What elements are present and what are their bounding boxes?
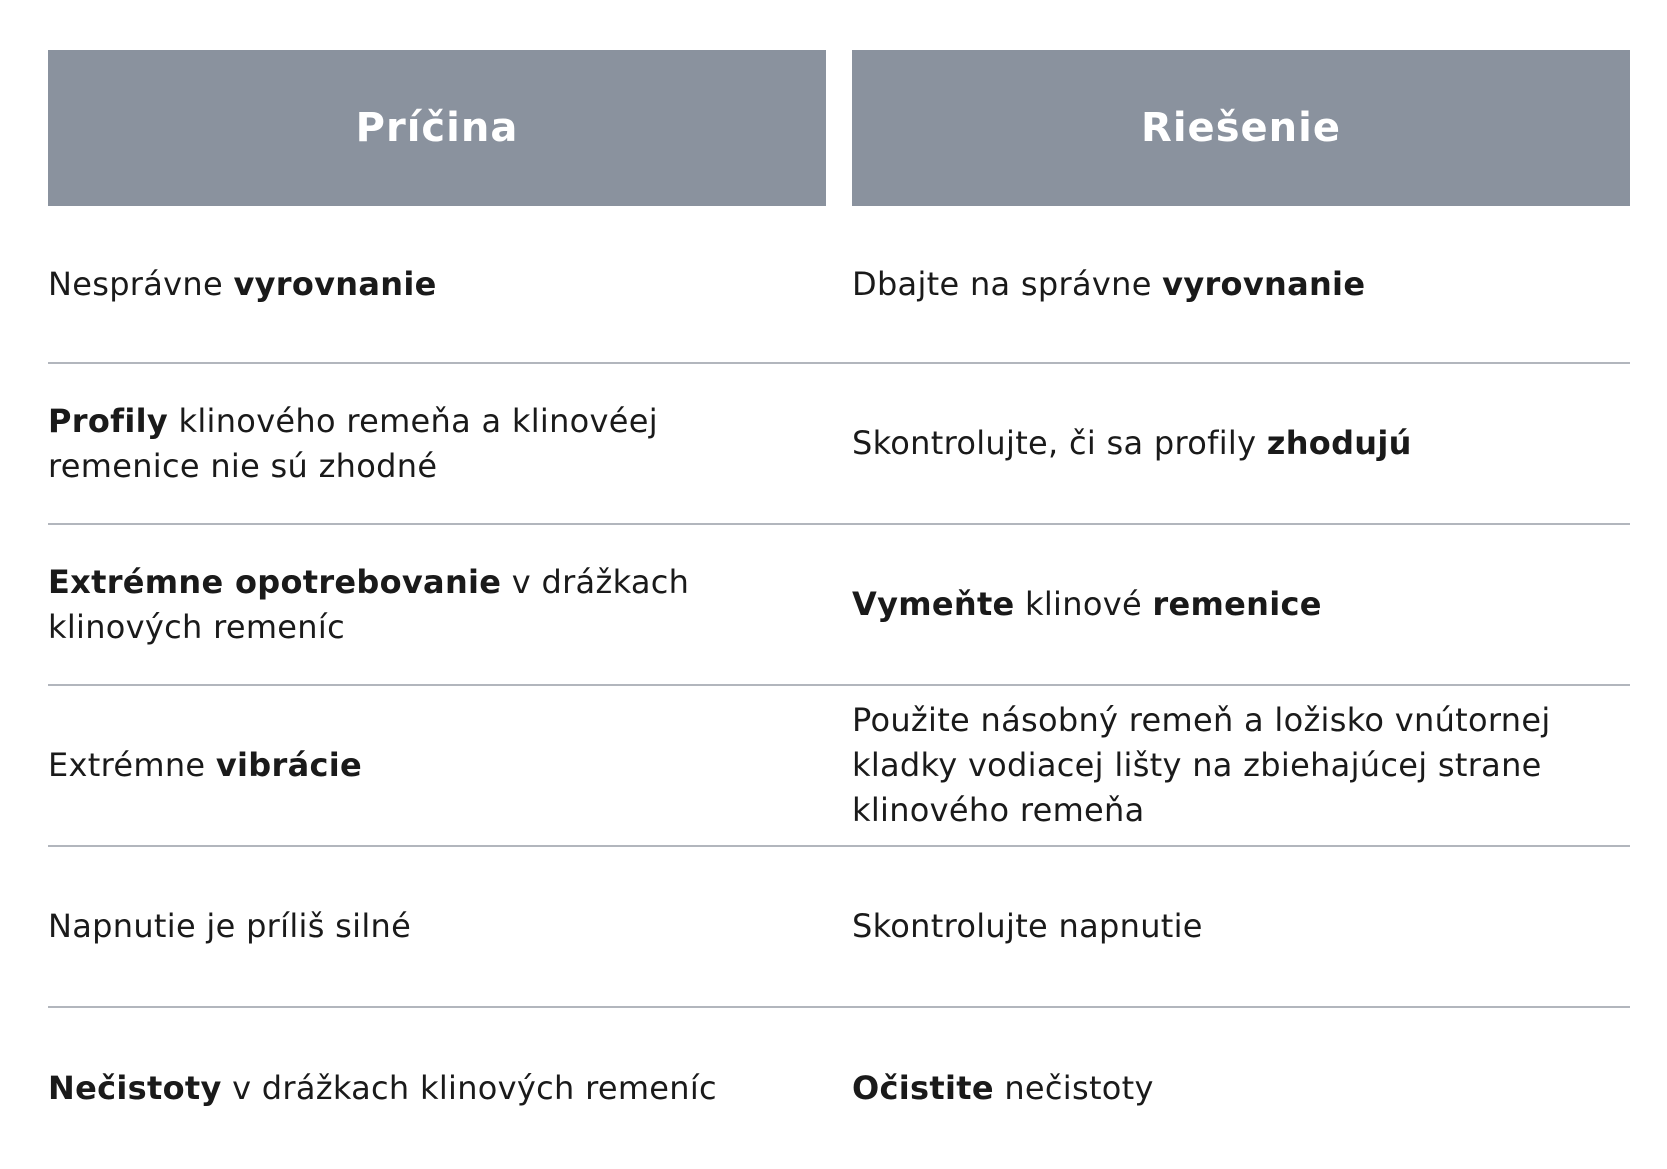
solution-cell	[852, 686, 1630, 845]
solution-text-segment: Očistite	[852, 1069, 994, 1107]
cause-text-segment: Napnutie je príliš silné	[48, 907, 412, 945]
solution-text-segment: Dbajte na správne	[852, 264, 1163, 303]
cause-text-segment: Nečistoty	[48, 1069, 222, 1107]
cause-cell	[48, 525, 826, 684]
cause-text-segment: vibrácie	[215, 746, 363, 784]
solution-cell	[852, 364, 1630, 523]
table-row	[48, 686, 1630, 847]
solution-text-segment: nečistoty	[993, 1069, 1154, 1107]
solution-text-segment: Skontrolujte, či sa profily	[852, 424, 1267, 462]
cause-cell	[48, 847, 826, 1006]
solution-text-segment: remenice	[1152, 585, 1322, 623]
cause-cell	[48, 1008, 826, 1169]
solution-text-segment: vyrovnanie	[1162, 264, 1366, 303]
cause-cell	[48, 686, 826, 845]
cause-text-segment: Extrémne	[48, 746, 216, 784]
cause-text-segment: Nesprávne	[48, 264, 234, 303]
solution-cell	[852, 206, 1630, 362]
cause-cell	[48, 206, 826, 362]
header-cause: Príčina	[48, 50, 826, 206]
solution-cell	[852, 525, 1630, 684]
table-row	[48, 364, 1630, 525]
solution-text-segment: Vymeňte	[852, 585, 1015, 623]
cause-solution-table	[48, 50, 1630, 1169]
solution-text-segment: Skontrolujte napnutie	[852, 907, 1203, 945]
solution-text-segment: klinové	[1014, 585, 1153, 623]
cause-cell	[48, 364, 826, 523]
cause-text-segment: v drážkach klinových remeníc	[48, 562, 690, 646]
table-row	[48, 525, 1630, 686]
cause-text-segment: v drážkach klinových remeníc	[221, 1069, 717, 1107]
table-header	[48, 50, 1630, 206]
cause-text-segment: Extrémne opotrebovanie	[48, 562, 502, 601]
table-row	[48, 847, 1630, 1008]
table-row	[48, 206, 1630, 364]
solution-text-segment: zhodujú	[1266, 424, 1412, 462]
solution-text-segment: Použite násobný remeň a ložisko vnútornej kladky vodiacej lišty na zbiehajúcej strane klinového remeňa	[852, 701, 1551, 829]
cause-text-segment: vyrovnanie	[233, 264, 437, 303]
solution-cell	[852, 847, 1630, 1006]
cause-text-segment: klinového remeňa a klinovéej remenice nie sú zhodné	[48, 401, 658, 485]
table-row	[48, 1008, 1630, 1169]
solution-cell	[852, 1008, 1630, 1169]
header-solution: Riešenie	[852, 50, 1630, 206]
cause-text-segment: Profily	[48, 401, 169, 440]
